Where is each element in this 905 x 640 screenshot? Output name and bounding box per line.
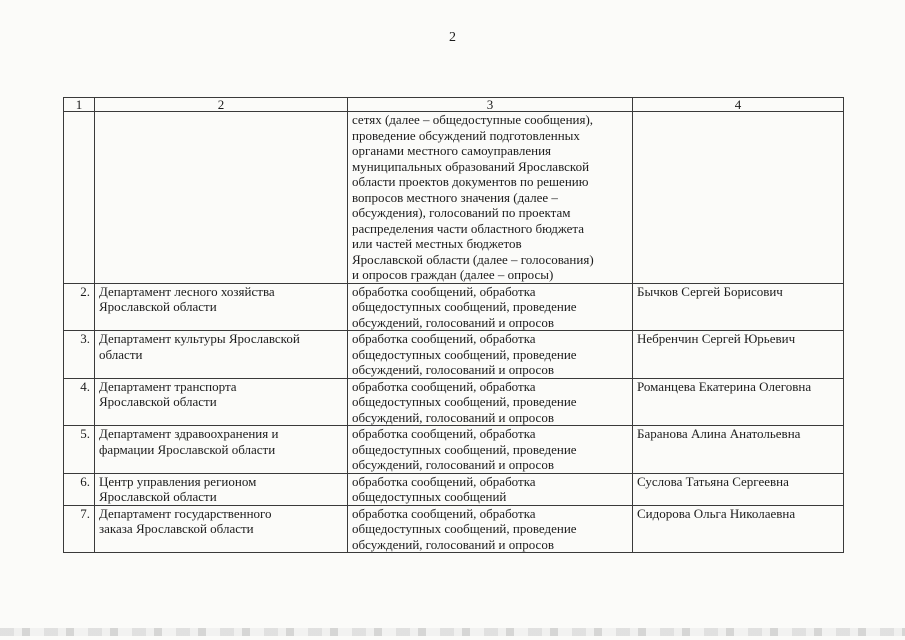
table-row (64, 112, 844, 284)
functions-text: обработка сообщений, обработка общедоступных сообщений, проведение обсуждений, голосований и опросов (352, 378, 577, 425)
row-number: 3. (64, 331, 95, 379)
responsible-person: Небренчин Сергей Юрьевич (637, 331, 796, 346)
responsible-person: Романцева Екатерина Олеговна (637, 378, 812, 394)
responsible-cell (633, 112, 844, 284)
functions-cell (348, 378, 633, 426)
functions-cell (348, 426, 633, 474)
functions-text: обработка сообщений, обработка общедоступных сообщений, проведение обсуждений, голосований и опросов (352, 331, 577, 377)
functions-text: обработка сообщений, обработка общедоступных сообщений (352, 473, 536, 504)
functions-text: обработка сообщений, обработка общедоступных сообщений, проведение обсуждений, голосований и опросов (352, 426, 577, 472)
header-col-2: 2 (95, 98, 348, 112)
department-cell (95, 378, 348, 426)
responsible-person: Сидорова Ольга Николаевна (637, 505, 796, 521)
responsible-person: Суслова Татьяна Сергеевна (637, 473, 789, 489)
table-row (64, 505, 844, 553)
functions-text: обработка сообщений, обработка общедоступных сообщений, проведение обсуждений, голосований и опросов (352, 505, 577, 552)
table-row (64, 473, 844, 505)
header-col-3: 3 (348, 98, 633, 112)
department-name: Центр управления регионом Ярославской области (99, 473, 257, 504)
header-row (64, 98, 844, 112)
functions-cell (348, 112, 633, 284)
functions-text: сетях (далее – общедоступные сообщения), проведение обсуждений подготовленных органами местного самоуправления муниципальных образований Ярославской области проектов документов по решению вопросов местного значения (далее – обсуждения), голосований по проектам распределения части областного бюджета или частей местных бюджетов Ярославской области (далее – голосования) и опросов граждан (далее – опросы) (352, 112, 594, 282)
functions-cell (348, 331, 633, 379)
department-cell (95, 505, 348, 553)
scan-edge-artifact (0, 628, 905, 636)
table-row (64, 331, 844, 379)
table-row (64, 283, 844, 331)
row-number: 5. (64, 426, 95, 474)
header-col-1: 1 (64, 98, 95, 112)
responsible-cell (633, 331, 844, 379)
assignment-table (63, 97, 844, 553)
table-row (64, 426, 844, 474)
responsible-cell (633, 473, 844, 505)
responsible-person: Баранова Алина Анатольевна (637, 426, 801, 441)
table-row (64, 378, 844, 426)
responsible-person: Бычков Сергей Борисович (637, 283, 783, 299)
functions-text: обработка сообщений, обработка общедоступных сообщений, проведение обсуждений, голосований и опросов (352, 283, 577, 330)
functions-cell (348, 505, 633, 553)
department-cell (95, 426, 348, 474)
page-number: 2 (449, 30, 456, 45)
department-cell (95, 331, 348, 379)
header-col-4: 4 (633, 98, 844, 112)
department-cell (95, 112, 348, 284)
responsible-cell (633, 378, 844, 426)
functions-cell (348, 473, 633, 505)
row-number: 2. (64, 283, 95, 331)
responsible-cell (633, 505, 844, 553)
row-number: 6. (64, 473, 95, 505)
row-number (64, 112, 95, 284)
responsible-cell (633, 426, 844, 474)
row-number: 7. (64, 505, 95, 553)
department-name: Департамент культуры Ярославской области (99, 331, 300, 362)
department-cell (95, 473, 348, 505)
department-name: Департамент транспорта Ярославской области (99, 378, 237, 409)
department-name: Департамент государственного заказа Ярославской области (99, 505, 272, 536)
department-cell (95, 283, 348, 331)
row-number: 4. (64, 378, 95, 426)
responsible-cell (633, 283, 844, 331)
functions-cell (348, 283, 633, 331)
department-name: Департамент здравоохранения и фармации Ярославской области (99, 426, 279, 457)
department-name: Департамент лесного хозяйства Ярославской области (99, 283, 275, 314)
